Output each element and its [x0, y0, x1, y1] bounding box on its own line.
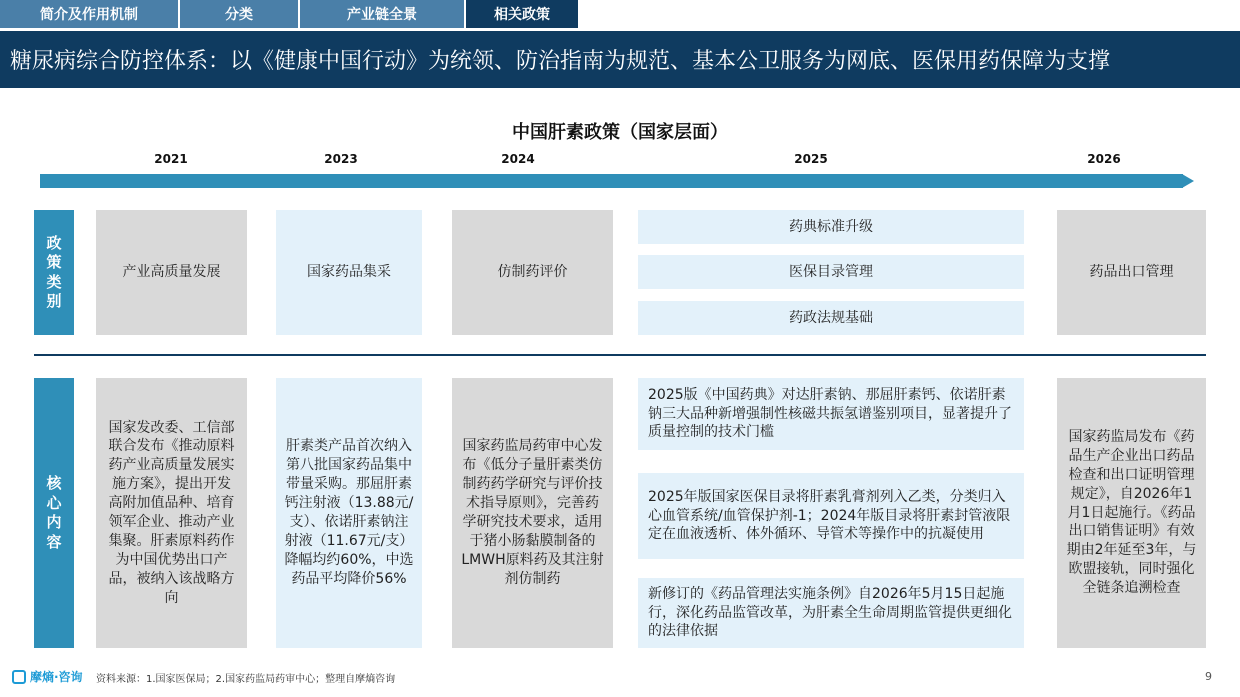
content-2024: 国家药监局药审中心发布《低分子量肝素类仿制药药学研究与评价技术指导原则》，完善药学研究技术要求，适用于猪小肠黏膜制备的LMWH原料药及其注射剂仿制药	[452, 378, 613, 648]
footer-source: 资料来源：1.国家医保局；2.国家药监局药审中心；整理自摩熵咨询	[96, 674, 396, 685]
year-2025: 2025	[794, 152, 828, 166]
year-2021: 2021	[154, 152, 188, 166]
content-2025-pharmacopeia: 2025版《中国药典》对达肝素钠、那屈肝素钙、依诺肝素钠三大品种新增强制性核磁共振氢谱鉴别项目，显著提升了质量控制的技术门槛	[638, 378, 1024, 450]
category-2026: 药品出口管理	[1057, 210, 1206, 335]
tab-policy[interactable]: 相关政策	[466, 0, 578, 28]
category-2025-insurance: 医保目录管理	[638, 255, 1024, 289]
tab-classification[interactable]: 分类	[180, 0, 298, 28]
side-label-category: 政策类别	[34, 210, 74, 335]
footer-logo-text: 摩熵·咨询	[30, 670, 83, 684]
timeline-bar	[40, 174, 1183, 188]
tab-intro[interactable]: 简介及作用机制	[0, 0, 178, 28]
timeline-arrow-icon	[1182, 174, 1194, 188]
tab-industry-chain[interactable]: 产业链全景	[300, 0, 464, 28]
year-2026: 2026	[1087, 152, 1121, 166]
category-2025-pharmacopeia: 药典标准升级	[638, 210, 1024, 244]
footer-logo	[12, 668, 83, 685]
year-2023: 2023	[324, 152, 358, 166]
logo-icon	[12, 670, 26, 684]
content-2023: 肝素类产品首次纳入第八批国家药品集中带量采购。那屈肝素钙注射液（13.88元/支）、依诺肝素钠注射液（11.67元/支）降幅均约60%，中选药品平均降价56%	[276, 378, 422, 648]
content-2025-insurance: 2025年版国家医保目录将肝素乳膏剂列入乙类，分类归入心血管系统/血管保护剂-1；2024年版目录将肝素封管液限定在血液透析、体外循环、导管术等操作中的抗凝使用	[638, 473, 1024, 559]
section-divider	[34, 354, 1206, 356]
category-2024: 仿制药评价	[452, 210, 613, 335]
category-2021: 产业高质量发展	[96, 210, 247, 335]
content-2021: 国家发改委、工信部联合发布《推动原料药产业高质量发展实施方案》，提出开发高附加值品种、培育领军企业、推动产业集聚。肝素原料药作为中国优势出口产品，被纳入该战略方向	[96, 378, 247, 648]
year-2024: 2024	[501, 152, 535, 166]
chart-title: 中国肝素政策（国家层面）	[512, 122, 728, 143]
page-title: 糖尿病综合防控体系：以《健康中国行动》为统领、防治指南为规范、基本公卫服务为网底、医保用药保障为支撑	[0, 31, 1240, 88]
content-2025-regulation: 新修订的《药品管理法实施条例》自2026年5月15日起施行，深化药品监管改革，为肝素全生命周期监管提供更细化的法律依据	[638, 578, 1024, 648]
side-label-content: 核心内容	[34, 378, 74, 648]
top-tabs	[0, 0, 580, 28]
content-2026: 国家药监局发布《药品生产企业出口药品检查和出口证明管理规定》，自2026年1月1日起施行。《药品出口销售证明》有效期由2年延至3年，与欧盟接轨，同时强化全链条追溯检查	[1057, 378, 1206, 648]
category-2023: 国家药品集采	[276, 210, 422, 335]
category-2025-regulation: 药政法规基础	[638, 301, 1024, 335]
page-number: 9	[1205, 670, 1212, 683]
